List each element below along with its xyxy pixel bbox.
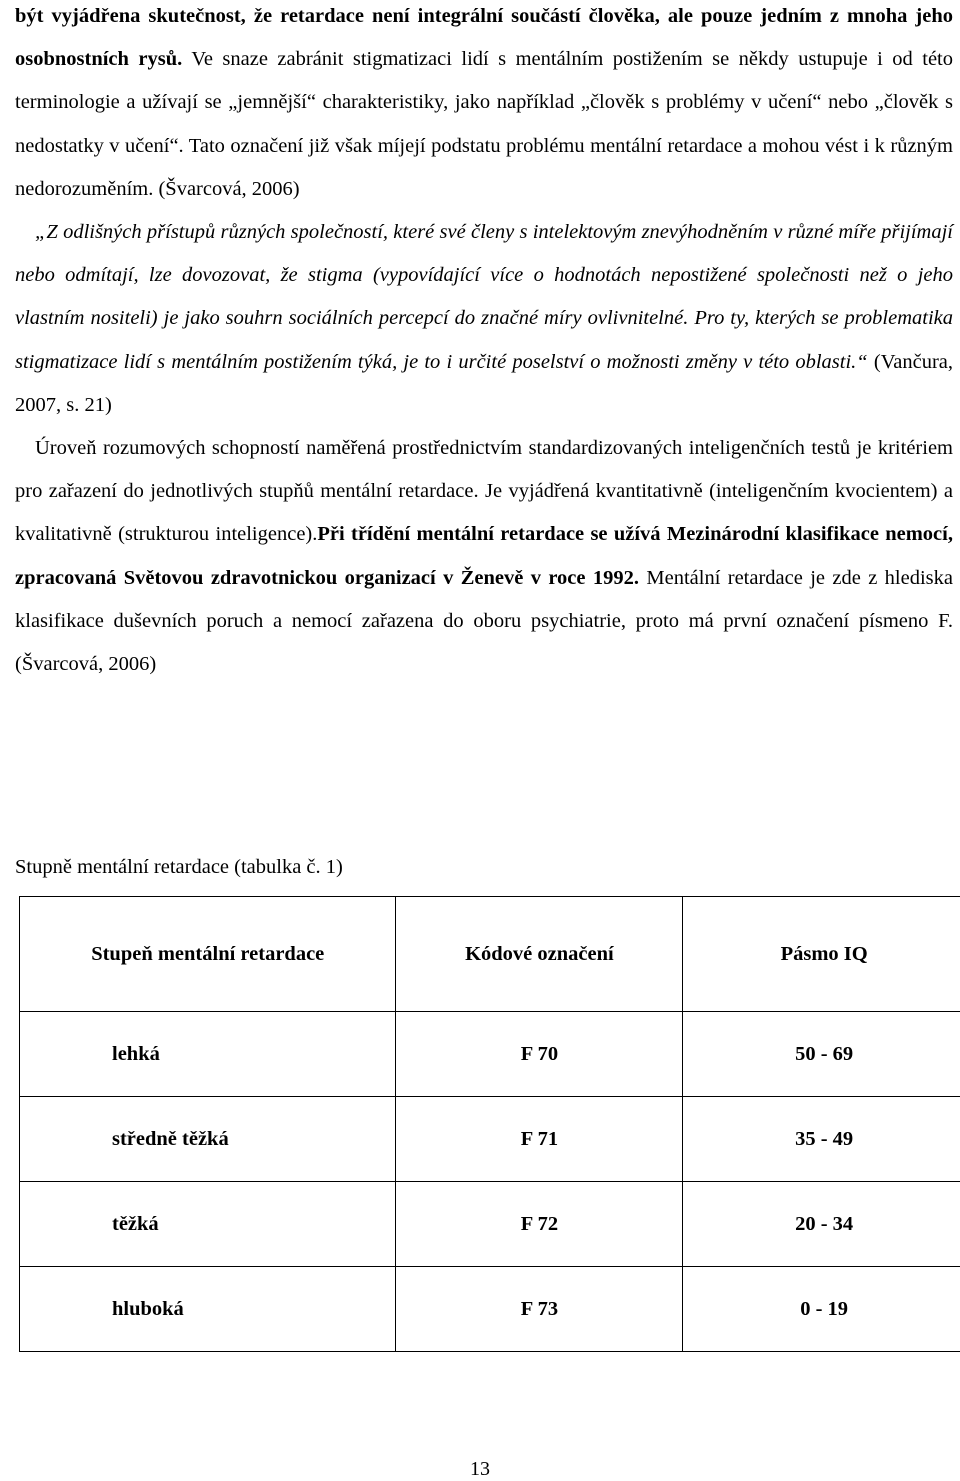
paragraph-3-bold-text: Při třídění mentální retardace se užívá Mezinárodní klasifikace nemocí, zpracovaná Světovou zdravotnickou organizací v Ženevě v roce 1992.: [15, 523, 953, 588]
table-header-cell: Stupeň mentální retardace: [20, 897, 396, 1012]
table-header-cell: Kódové označení: [396, 897, 683, 1012]
paragraph-1: [15, 0, 953, 211]
paragraph-3-text-end: Mentální retardace je zde z hlediska klasifikace duševních poruch a nemocí zařazena do oboru psychiatrie, proto má první označení písmeno F. (Švarcová, 2006): [15, 567, 953, 675]
quote-text: „Z odlišných přístupů různých společností, které své členy s intelektovým znevýhodněním v různé míře přijímají nebo odmítají, lze dovozovat, že stigma (vypovídající více o hodnotách nepostižené společnosti než o jeho vlastním nositeli) je jako souhrn sociálních percepcí do značné míry ovlivnitelné. Pro ty, kterých se problematika stigmatizace lidí s mentálním postižením týká, je to i určité poselství o možnosti změny v této oblasti.“: [15, 221, 953, 373]
quote-citation: (Vančura, 2007, s. 21): [15, 351, 953, 416]
table-row: [20, 1097, 960, 1182]
table-cell-code: F 72: [396, 1182, 683, 1267]
table-row: [20, 1012, 960, 1097]
table-cell-grade: lehká: [20, 1012, 396, 1097]
table-cell-code: F 71: [396, 1097, 683, 1182]
table-cell-code: F 70: [396, 1012, 683, 1097]
paragraph-2-quote: [15, 211, 953, 427]
table-cell-grade: těžká: [20, 1182, 396, 1267]
paragraph-3: [15, 427, 953, 686]
table-cell-iq: 20 - 34: [683, 1182, 960, 1267]
table-cell-iq: 35 - 49: [683, 1097, 960, 1182]
table-cell-grade: hluboká: [20, 1267, 396, 1352]
table-cell-iq: 0 - 19: [683, 1267, 960, 1352]
paragraph-3-text: Úroveň rozumových schopností naměřená prostřednictvím standardizovaných inteligenčních testů je kritériem pro zařazení do jednotlivých stupňů mentální retardace. Je vyjádřená kvantitativně (inteligenčním kvocientem) a kvalitativně (strukturou inteligence).: [15, 437, 953, 545]
table-row: [20, 1182, 960, 1267]
paragraph-1-bold-text: být vyjádřena skutečnost, že retardace není integrální součástí člověka, ale pouze jedním z mnoha jeho osobnostních rysů.: [15, 5, 953, 70]
page-number: 13: [0, 1458, 960, 1481]
table-header-row: [20, 897, 960, 1012]
table-row: [20, 1267, 960, 1352]
retardation-grades-table: [19, 896, 960, 1352]
table-cell-iq: 50 - 69: [683, 1012, 960, 1097]
paragraph-1-text: Ve snaze zabránit stigmatizaci lidí s mentálním postižením se někdy ustupuje i od této terminologie a užívají se „jemnější“ charakteristiky, jako například „člověk s problémy v učení“ nebo „člověk s nedostatky v učení“. Tato označení již však míjejí podstatu problému mentální retardace a mohou vést i k různým nedorozuměním. (Švarcová, 2006): [15, 48, 953, 200]
table-header-cell: Pásmo IQ: [683, 897, 960, 1012]
table-cell-code: F 73: [396, 1267, 683, 1352]
table-cell-grade: středně těžká: [20, 1097, 396, 1182]
table-caption: Stupně mentální retardace (tabulka č. 1): [15, 846, 343, 889]
document-page: [15, 0, 953, 686]
